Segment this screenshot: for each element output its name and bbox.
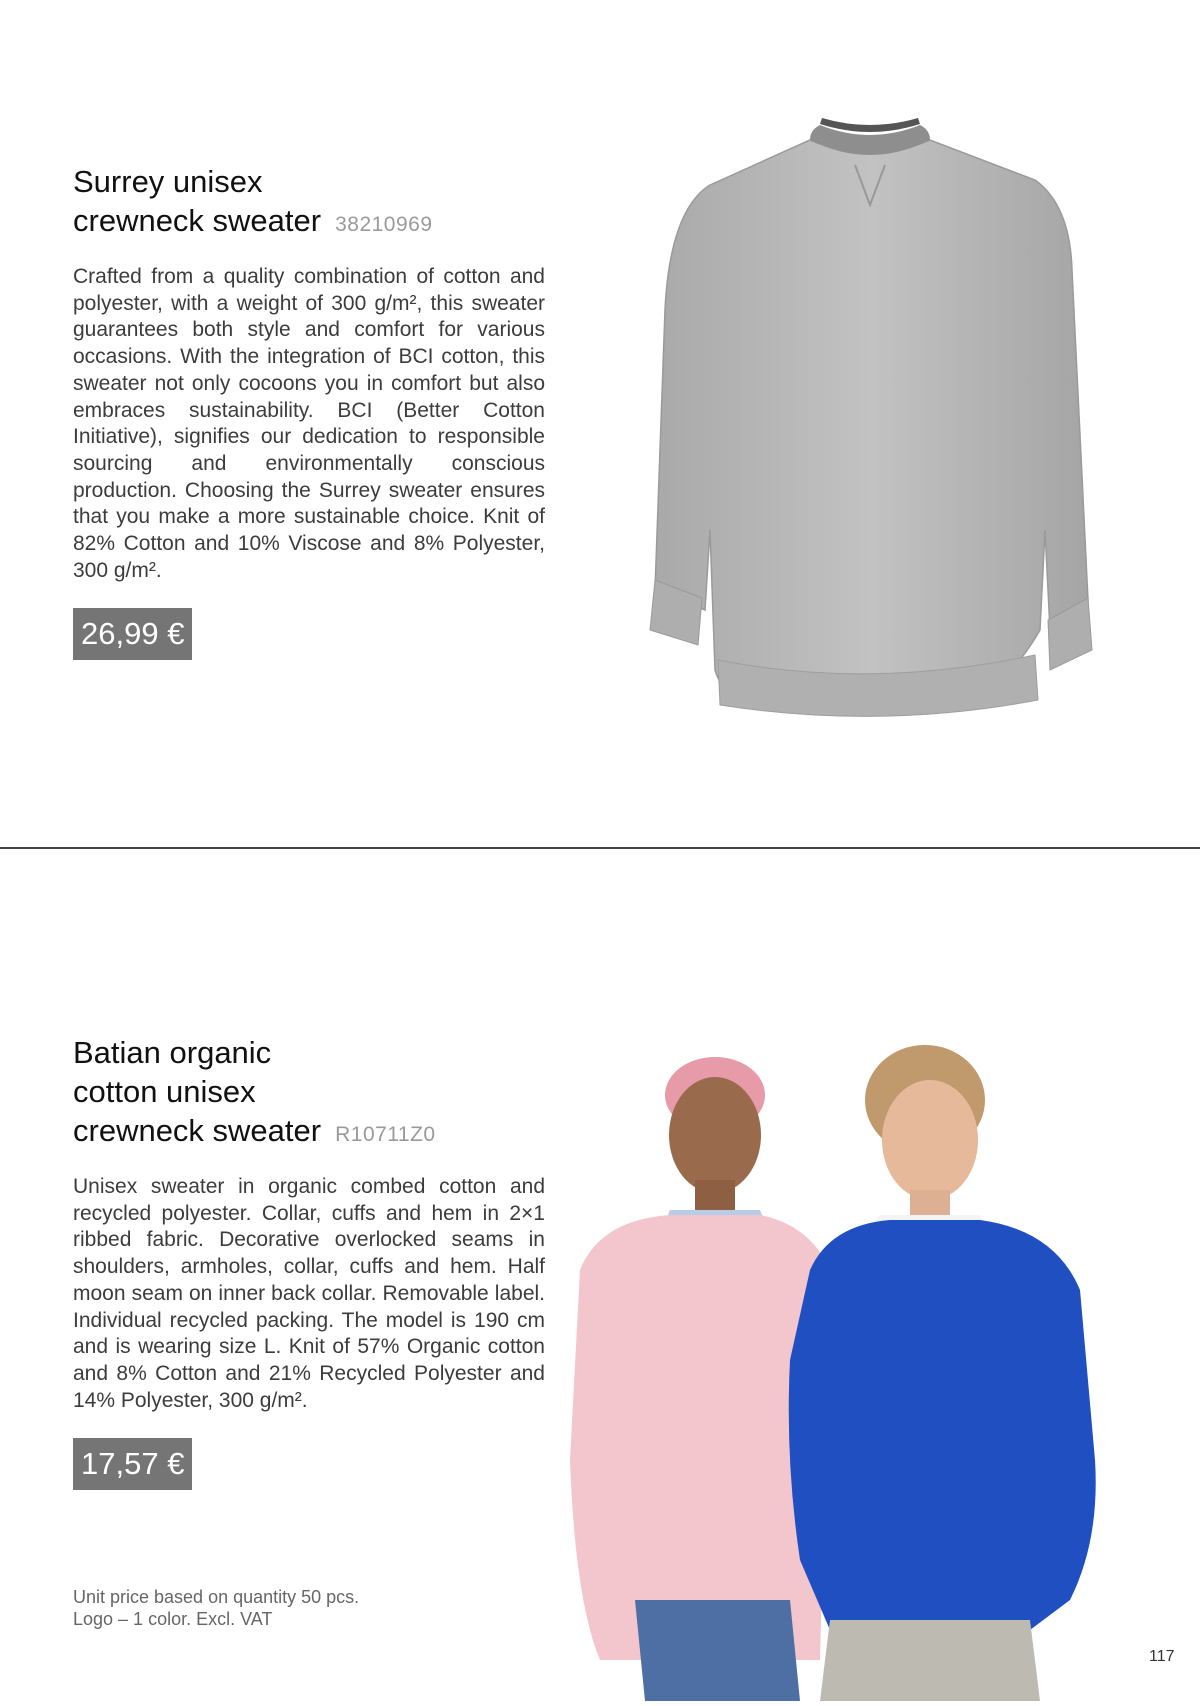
price-badge: 26,99 €: [73, 608, 192, 660]
title-line: Surrey unisex: [73, 164, 263, 199]
price-badge: 17,57 €: [73, 1438, 192, 1490]
footnote-line: Logo – 1 color. Excl. VAT: [73, 1609, 273, 1629]
title-line: cotton unisex: [73, 1074, 256, 1109]
title-line: crewneck sweater R10711Z0: [73, 1113, 436, 1148]
product-title: [73, 162, 545, 244]
page-number: 117: [1149, 1648, 1175, 1665]
footnote-line: Unit price based on quantity 50 pcs.: [73, 1587, 360, 1607]
title-line: crewneck sweater 38210969: [73, 203, 433, 238]
product-code: R10711Z0: [335, 1123, 436, 1146]
grey-crewneck-sweater-photo: [640, 110, 1140, 730]
product-batian: [73, 1033, 545, 1490]
product-code: 38210969: [335, 213, 433, 236]
product-title: [73, 1033, 545, 1154]
models-pink-and-blue-sweaters-photo: [560, 1040, 1160, 1701]
product-surrey: [73, 162, 545, 660]
price-footnote: [73, 1586, 359, 1630]
title-line: Batian organic: [73, 1035, 272, 1070]
section-divider: [0, 847, 1200, 849]
product-description: Crafted from a quality combination of cotton and polyester, with a weight of 300 g/m², this sweater guarantees both style and comfort for various occasions. With the integration of BCI cotton, this sweater not only cocoons you in comfort but also embraces sustainability. BCI (Better Cotton Initiative), signifies our dedication to responsible sourcing and environmentally conscious production. Choosing the Surrey sweater ensures that you make a more sustainable choice. Knit of 82% Cotton and 10% Viscose and 8% Polyester, 300 g/m².: [73, 265, 545, 582]
product-description: Unisex sweater in organic combed cotton and recycled polyester. Collar, cuffs and hem in 2×1 ribbed fabric. Decorative overlocked seams in shoulders, armholes, collar, cuffs and hem. Half moon seam on inner back collar. Removable label. Individual recycled packing. The model is 190 cm and is wearing size L. Knit of 57% Organic cotton and 8% Cotton and 21% Recycled Polyester and 14% Polyester, 300 g/m².: [73, 1175, 545, 1412]
